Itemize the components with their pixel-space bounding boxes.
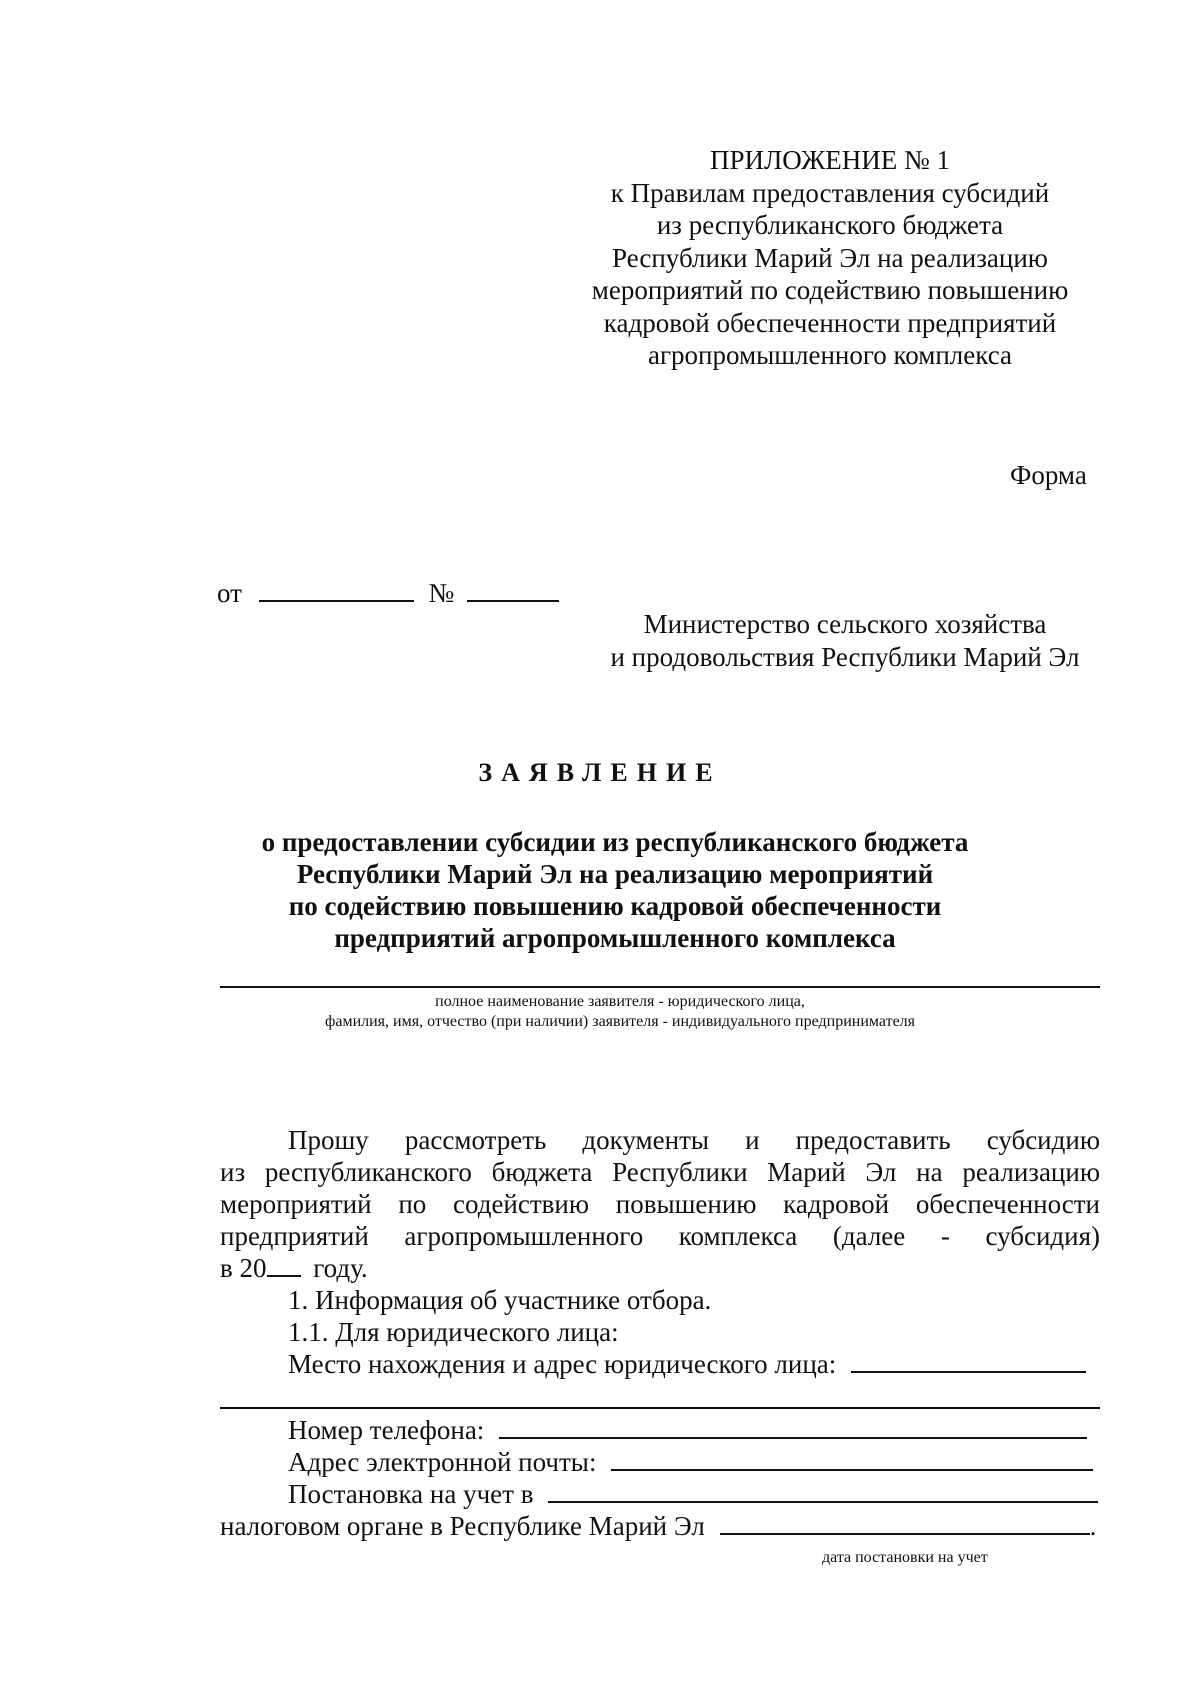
tax-authority-field[interactable] [548, 1479, 1098, 1503]
appendix-header [560, 144, 1100, 372]
caption-line: полное наименование заявителя - юридического лица, [435, 993, 805, 1010]
section-1-heading: 1. Информация об участнике отбора. [288, 1285, 712, 1315]
tax-date-field[interactable] [720, 1511, 1090, 1535]
number-label: № [428, 578, 455, 608]
appendix-line: кадровой обеспеченности предприятий [603, 307, 1057, 338]
paragraph-line: Прошу рассмотреть документы и предоставить субсидию [288, 1125, 1100, 1155]
subtitle-line: предприятий агропромышленного комплекса [334, 923, 896, 953]
paragraph-line: мероприятий по содействию повышению кадровой обеспеченности [220, 1189, 1100, 1219]
ot-label: от [217, 578, 242, 608]
appendix-line: ПРИЛОЖЕНИЕ № 1 [709, 145, 951, 175]
subtitle-line: Республики Марий Эл на реализацию мероприятий [296, 859, 934, 889]
subtitle-line: о предоставлении субсидии из республиканского бюджета [261, 827, 969, 857]
appendix-line: Республики Марий Эл на реализацию [612, 242, 1048, 273]
tax-row-2 [220, 1510, 1096, 1542]
tax-label-continued: налоговом органе в Республике Марий Эл [220, 1511, 705, 1541]
address-row [288, 1348, 1086, 1380]
tax-label: Постановка на учет в [288, 1479, 534, 1509]
recipient-line: и продовольствия Республики Марий Эл [610, 641, 1080, 672]
year-suffix: году. [313, 1253, 368, 1283]
phone-label: Номер телефона: [288, 1415, 485, 1445]
tax-row-1 [288, 1478, 1098, 1510]
subtitle-line: по содействию повышению кадровой обеспеченности [288, 891, 942, 921]
appendix-line: мероприятий по содействию повышению [591, 275, 1069, 305]
year-field[interactable] [267, 1253, 301, 1277]
tax-date-hint: дата постановки на учет [822, 1549, 988, 1566]
appendix-line: агропромышленного комплекса [648, 340, 1012, 370]
date-field[interactable] [259, 580, 414, 602]
year-line [220, 1252, 368, 1284]
phone-row [288, 1414, 1087, 1446]
tax-period: . [1089, 1511, 1097, 1541]
email-row [288, 1446, 1093, 1478]
date-number-line [217, 578, 559, 609]
recipient-block [595, 608, 1095, 673]
document-subtitle [200, 826, 1030, 954]
appendix-line: к Правилам предоставления субсидий [610, 177, 1050, 208]
phone-field[interactable] [499, 1415, 1087, 1439]
paragraph-line: из республиканского бюджета Республики Марий Эл на реализацию [220, 1157, 1100, 1187]
number-field[interactable] [467, 580, 559, 602]
year-prefix: в 20 [220, 1253, 267, 1283]
address-label: Место нахождения и адрес юридического лица: [288, 1349, 837, 1379]
caption-line: фамилия, имя, отчество (при наличии) заявителя - индивидуального предпринимателя [324, 1013, 916, 1030]
document-title: ЗАЯВЛЕНИЕ [478, 758, 722, 787]
appendix-line: из республиканского бюджета [656, 210, 1004, 240]
section-1-1-heading: 1.1. Для юридического лица: [288, 1317, 619, 1347]
address-field[interactable] [851, 1349, 1086, 1373]
applicant-name-field[interactable] [220, 986, 1100, 988]
email-label: Адрес электронной почты: [288, 1447, 597, 1477]
address-field-continuation[interactable] [220, 1407, 1100, 1409]
applicant-caption [220, 992, 1020, 1032]
form-label: Форма [1010, 460, 1087, 490]
email-field[interactable] [611, 1447, 1093, 1471]
paragraph-line: предприятий агропромышленного комплекса (далее - субсидия) [220, 1221, 1100, 1251]
recipient-line: Министерство сельского хозяйства [643, 609, 1047, 639]
